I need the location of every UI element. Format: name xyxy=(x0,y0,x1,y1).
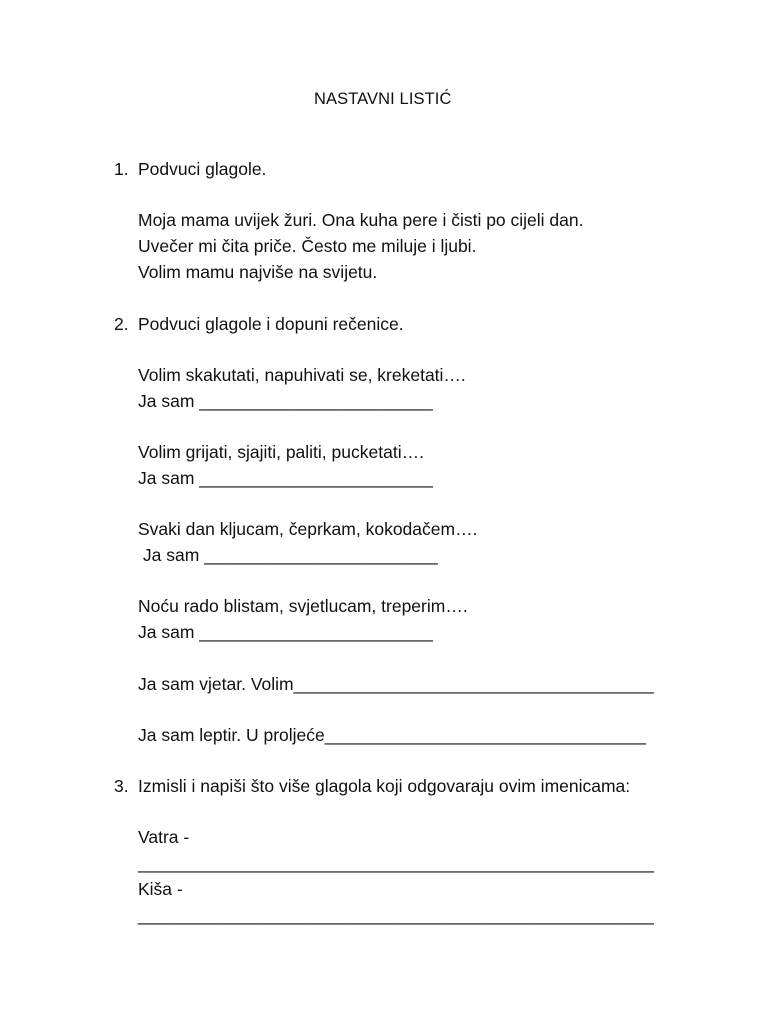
task-1-text-line-3: Volim mamu najviše na svijetu. xyxy=(138,262,378,282)
task-2-prompt-3: Svaki dan kljucam, čeprkam, kokodačem…. xyxy=(138,519,478,539)
task-3-noun-label-fire: Vatra - xyxy=(138,827,190,847)
task-3-answer-line-rain: _____________________________________________________ xyxy=(138,905,654,925)
task-3-instruction: Izmisli i napiši što više glagola koji odgovaraju ovim imenicama: xyxy=(138,776,631,796)
task-2-prompt-1: Volim skakutati, napuhivati se, kreketati…. xyxy=(138,365,466,385)
task-1-instruction: Podvuci glagole. xyxy=(138,159,267,179)
task-3-noun-label-rain: Kiša - xyxy=(138,879,183,899)
task-2-instruction: Podvuci glagole i dopuni rečenice. xyxy=(138,314,404,334)
task-2-number: 2. xyxy=(114,314,129,334)
task-1-number: 1. xyxy=(114,159,129,179)
task-2-answer-3: Ja sam ________________________ xyxy=(138,545,438,565)
page-title: NASTAVNI LISTIĆ xyxy=(314,90,452,108)
task-1-text-line-2: Uvečer mi čita priče. Često me miluje i ljubi. xyxy=(138,236,477,256)
task-2-completion-butterfly: Ja sam leptir. U proljeće_________________________________ xyxy=(138,725,646,745)
task-2-completion-wind: Ja sam vjetar. Volim_____________________________________ xyxy=(138,674,654,694)
task-2-answer-2: Ja sam ________________________ xyxy=(138,468,433,488)
task-2-answer-4: Ja sam ________________________ xyxy=(138,622,433,642)
task-3-answer-line-fire: _____________________________________________________ xyxy=(138,853,654,873)
task-2-prompt-2: Volim grijati, sjajiti, paliti, pucketati…. xyxy=(138,442,424,462)
task-2-prompt-4: Noću rado blistam, svjetlucam, treperim…. xyxy=(138,596,468,616)
task-3-number: 3. xyxy=(114,776,129,796)
task-1-text-line-1: Moja mama uvijek žuri. Ona kuha pere i čisti po cijeli dan. xyxy=(138,210,584,230)
task-2-answer-1: Ja sam ________________________ xyxy=(138,391,433,411)
